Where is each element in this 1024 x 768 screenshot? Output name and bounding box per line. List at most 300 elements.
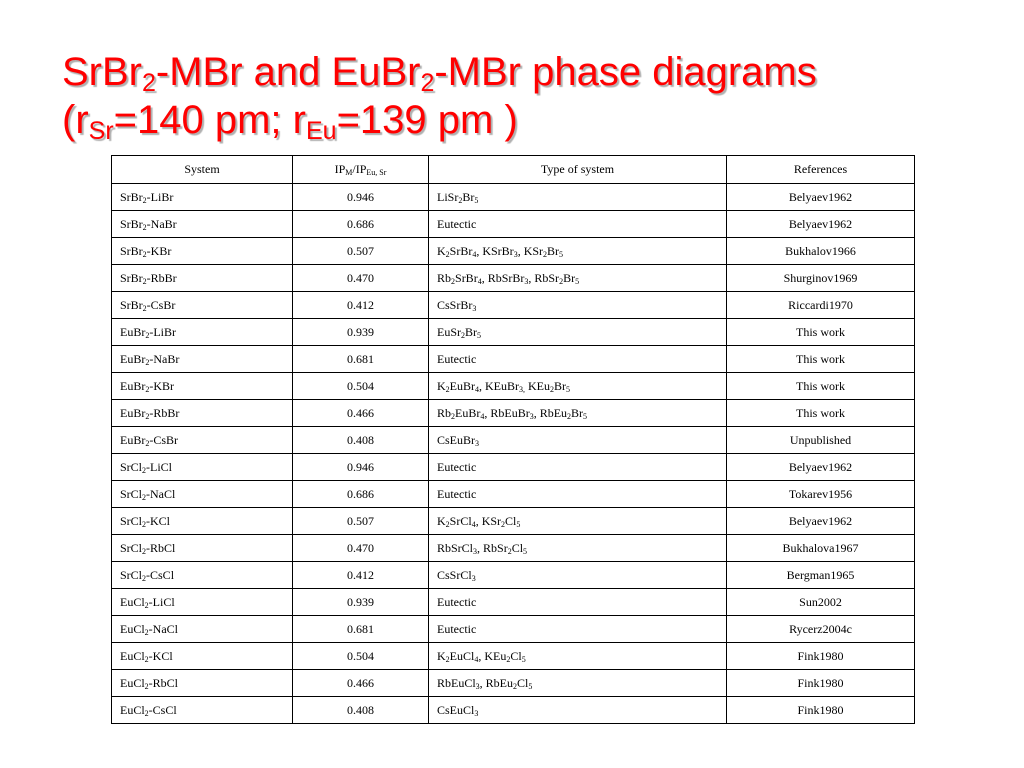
- cell-system: [112, 184, 293, 211]
- cell-reference: [727, 643, 915, 670]
- cell-system-text: SrCl: [120, 459, 143, 474]
- cell-reference-text: Belyaev1962: [788, 513, 853, 528]
- cell-type-of-system-text: K: [437, 513, 446, 528]
- cell-reference-text: Bukhalova1967: [782, 540, 859, 555]
- cell-system-subscript: 2: [144, 600, 149, 610]
- cell-ip-ratio: [293, 535, 429, 562]
- table-row: [112, 562, 915, 589]
- cell-ip-ratio-text: 0.504: [347, 648, 374, 663]
- cell-type-of-system-subscript: 4: [475, 384, 480, 394]
- cell-type-of-system: [429, 697, 727, 724]
- cell-ip-ratio-text: 0.470: [347, 270, 374, 285]
- title-line-2-subscript: Eu: [305, 117, 337, 145]
- cell-type-of-system: [429, 481, 727, 508]
- cell-ip-ratio: [293, 265, 429, 292]
- cell-type-of-system-text: Br: [465, 324, 477, 339]
- cell-system-subscript: 2: [145, 330, 150, 340]
- cell-type-of-system-text: Br: [547, 243, 560, 258]
- cell-type-of-system-subscript: 4: [472, 249, 477, 259]
- cell-system-text: -KCl: [148, 648, 173, 663]
- title-line-2: [62, 96, 817, 144]
- cell-system-text: EuBr: [120, 432, 146, 447]
- cell-type-of-system-text: SrCl: [449, 513, 472, 528]
- cell-system-subscript: 2: [142, 573, 147, 583]
- cell-type-of-system: [429, 292, 727, 319]
- table-row: [112, 400, 915, 427]
- cell-type-of-system-subscript: 5: [516, 519, 521, 529]
- cell-reference: [727, 373, 915, 400]
- cell-system: [112, 616, 293, 643]
- cell-ip-ratio: [293, 481, 429, 508]
- cell-ip-ratio-text: 0.408: [347, 432, 374, 447]
- cell-reference: [727, 319, 915, 346]
- cell-system-subscript: 2: [142, 519, 147, 529]
- cell-system-text: -RbCl: [148, 675, 179, 690]
- cell-ip-ratio: [293, 643, 429, 670]
- cell-type-of-system-subscript: 3: [474, 708, 479, 718]
- cell-reference-text: This work: [796, 351, 845, 366]
- cell-ip-ratio: [293, 616, 429, 643]
- table-body: [112, 184, 915, 724]
- table-row: [112, 670, 915, 697]
- cell-ip-ratio-text: 0.412: [347, 567, 374, 582]
- title-line-2-text: =139 pm ): [336, 98, 518, 142]
- cell-type-of-system-text: CsEuBr: [437, 432, 476, 447]
- cell-type-of-system-text: Eutectic: [437, 486, 477, 501]
- header-system-text: System: [184, 162, 220, 176]
- cell-type-of-system: [429, 562, 727, 589]
- header-ip-ratio-subscript: M: [345, 168, 353, 177]
- header-references-text: References: [793, 162, 848, 176]
- cell-ip-ratio-text: 0.686: [347, 486, 374, 501]
- cell-type-of-system-subscript: 5: [566, 384, 571, 394]
- cell-system: [112, 697, 293, 724]
- cell-type-of-system-text: , KEuBr: [479, 378, 520, 393]
- cell-reference-text: Fink1980: [797, 702, 844, 717]
- cell-system: [112, 508, 293, 535]
- cell-type-of-system-text: Cl: [510, 648, 522, 663]
- cell-type-of-system-text: Br: [554, 378, 567, 393]
- cell-reference: [727, 535, 915, 562]
- cell-ip-ratio-text: 0.939: [347, 324, 374, 339]
- table-row: [112, 508, 915, 535]
- cell-system-subscript: 2: [145, 411, 150, 421]
- cell-type-of-system-subscript: 3: [475, 438, 480, 448]
- cell-type-of-system-subscript: 2: [513, 681, 518, 691]
- cell-reference: [727, 481, 915, 508]
- table-row: [112, 481, 915, 508]
- cell-type-of-system-text: K: [437, 243, 446, 258]
- title-line-2-text: =140 pm; r: [113, 98, 306, 142]
- cell-type-of-system-text: , KEu: [478, 648, 507, 663]
- cell-type-of-system-subscript: 2: [550, 384, 555, 394]
- cell-system-subscript: 2: [142, 276, 147, 286]
- cell-ip-ratio-text: 0.939: [347, 594, 374, 609]
- cell-system-text: EuCl: [120, 621, 145, 636]
- cell-type-of-system-text: RbEuCl: [437, 675, 476, 690]
- cell-type-of-system-subscript: 4: [477, 276, 482, 286]
- cell-system-text: -LiBr: [149, 324, 177, 339]
- cell-type-of-system: [429, 265, 727, 292]
- cell-type-of-system-text: EuBr: [455, 405, 481, 420]
- cell-type-of-system-subscript: 2: [559, 276, 564, 286]
- cell-system: [112, 481, 293, 508]
- cell-type-of-system-text: CsSrBr: [437, 297, 473, 312]
- cell-type-of-system-text: , RbSr: [528, 270, 560, 285]
- cell-type-of-system-text: K: [437, 648, 446, 663]
- cell-ip-ratio-text: 0.946: [347, 459, 374, 474]
- cell-type-of-system-subscript: 2: [451, 276, 456, 286]
- cell-system-text: EuCl: [120, 675, 145, 690]
- cell-type-of-system: [429, 670, 727, 697]
- cell-system-text: SrCl: [120, 486, 143, 501]
- cell-ip-ratio: [293, 400, 429, 427]
- table-row: [112, 454, 915, 481]
- cell-reference: [727, 184, 915, 211]
- cell-ip-ratio: [293, 454, 429, 481]
- cell-type-of-system-subscript: 5: [474, 195, 479, 205]
- cell-type-of-system-subscript: 2: [501, 519, 506, 529]
- table-row: [112, 238, 915, 265]
- cell-type-of-system-text: Rb: [437, 270, 452, 285]
- header-system: [112, 156, 293, 184]
- cell-type-of-system-subscript: 3: [471, 573, 476, 583]
- cell-type-of-system-text: EuSr: [437, 324, 461, 339]
- cell-type-of-system-text: , KSr: [517, 243, 544, 258]
- cell-type-of-system: [429, 211, 727, 238]
- header-ip-ratio-text: /IP: [352, 162, 367, 176]
- cell-type-of-system-subscript: 5: [583, 411, 588, 421]
- title-line-1-text: -MBr and EuBr: [155, 50, 421, 94]
- cell-reference-text: Bergman1965: [786, 567, 855, 582]
- cell-type-of-system: [429, 427, 727, 454]
- cell-type-of-system-text: Br: [563, 270, 576, 285]
- cell-system-text: -CsCl: [146, 567, 175, 582]
- cell-system-subscript: 2: [145, 384, 150, 394]
- cell-system-text: EuCl: [120, 702, 145, 717]
- cell-system-subscript: 2: [145, 357, 150, 367]
- cell-ip-ratio: [293, 589, 429, 616]
- cell-system: [112, 400, 293, 427]
- cell-reference-text: Unpublished: [789, 432, 852, 447]
- header-type-of-system: [429, 156, 727, 184]
- cell-type-of-system-subscript: 2: [445, 654, 450, 664]
- cell-type-of-system-text: Eutectic: [437, 351, 477, 366]
- cell-system: [112, 265, 293, 292]
- cell-system-subscript: 2: [144, 681, 149, 691]
- cell-type-of-system-subscript: 3: [472, 303, 477, 313]
- cell-system-subscript: 2: [142, 195, 147, 205]
- cell-system-text: SrCl: [120, 540, 143, 555]
- cell-type-of-system-subscript: 2: [445, 519, 450, 529]
- cell-system-text: -RbBr: [149, 405, 180, 420]
- title-line-2-text: (r: [62, 98, 89, 142]
- header-ip-ratio-subscript: Eu, Sr: [366, 168, 387, 177]
- phase-diagram-table: [111, 155, 915, 724]
- cell-type-of-system-text: Cl: [517, 675, 529, 690]
- cell-type-of-system-subscript: 5: [477, 330, 481, 340]
- cell-reference-text: Sun2002: [799, 594, 842, 609]
- cell-reference: [727, 292, 915, 319]
- cell-type-of-system-text: Eutectic: [437, 216, 477, 231]
- cell-reference: [727, 346, 915, 373]
- cell-ip-ratio: [293, 508, 429, 535]
- cell-type-of-system-subscript: 3: [529, 411, 534, 421]
- cell-ip-ratio-text: 0.507: [347, 243, 374, 258]
- cell-ip-ratio: [293, 184, 429, 211]
- cell-type-of-system-subscript: 3: [513, 249, 518, 259]
- cell-type-of-system-subscript: 5: [521, 654, 526, 664]
- table-row: [112, 184, 915, 211]
- cell-system-subscript: 2: [142, 303, 147, 313]
- cell-type-of-system: [429, 346, 727, 373]
- cell-system-subscript: 2: [142, 546, 147, 556]
- cell-reference-text: Rycerz2004c: [789, 621, 852, 636]
- cell-type-of-system-subscript: 4: [474, 654, 479, 664]
- cell-type-of-system-text: , KSrBr: [476, 243, 514, 258]
- title-line-1-subscript: 2: [142, 69, 156, 97]
- cell-type-of-system-subscript: 2: [461, 330, 465, 340]
- cell-reference: [727, 427, 915, 454]
- cell-type-of-system-subscript: 2: [451, 411, 456, 421]
- cell-system-text: EuBr: [120, 378, 146, 393]
- cell-type-of-system-subscript: 2: [506, 654, 511, 664]
- cell-system-text: -LiCl: [148, 594, 175, 609]
- cell-reference: [727, 670, 915, 697]
- cell-system: [112, 346, 293, 373]
- cell-system-subscript: 2: [142, 249, 147, 259]
- cell-system-text: -CsCl: [148, 702, 177, 717]
- cell-type-of-system: [429, 454, 727, 481]
- cell-type-of-system-subscript: 5: [559, 249, 564, 259]
- cell-ip-ratio-text: 0.408: [347, 702, 374, 717]
- cell-system-text: -RbCl: [146, 540, 176, 555]
- cell-system-text: -CsBr: [146, 297, 176, 312]
- title-line-1: [62, 48, 817, 96]
- cell-type-of-system: [429, 643, 727, 670]
- cell-system-text: SrBr: [120, 297, 143, 312]
- cell-ip-ratio: [293, 373, 429, 400]
- cell-type-of-system-text: Rb: [437, 405, 452, 420]
- cell-ip-ratio-text: 0.946: [347, 189, 374, 204]
- cell-type-of-system-text: , KSr: [475, 513, 502, 528]
- cell-system-subscript: 2: [144, 654, 149, 664]
- cell-reference-text: This work: [796, 324, 845, 339]
- cell-system: [112, 373, 293, 400]
- cell-type-of-system-text: , RbEuBr: [484, 405, 530, 420]
- cell-type-of-system-text: Eutectic: [437, 594, 477, 609]
- cell-type-of-system: [429, 319, 727, 346]
- cell-reference-text: This work: [796, 378, 845, 393]
- cell-reference: [727, 211, 915, 238]
- cell-system-text: SrBr: [120, 270, 143, 285]
- cell-system: [112, 535, 293, 562]
- cell-type-of-system-subscript: 4: [471, 519, 476, 529]
- table-row: [112, 697, 915, 724]
- header-references: [727, 156, 915, 184]
- cell-system-text: -LiCl: [146, 459, 173, 474]
- cell-ip-ratio-text: 0.504: [347, 378, 374, 393]
- table-row: [112, 616, 915, 643]
- table-row: [112, 427, 915, 454]
- cell-ip-ratio-text: 0.507: [347, 513, 374, 528]
- cell-type-of-system-subscript: 2: [567, 411, 572, 421]
- cell-system-text: SrBr: [120, 216, 143, 231]
- cell-type-of-system-text: Br: [571, 405, 584, 420]
- table-row: [112, 589, 915, 616]
- cell-system-text: EuCl: [120, 648, 145, 663]
- cell-type-of-system-subscript: 2: [507, 546, 512, 556]
- cell-type-of-system-subscript: 3: [524, 276, 529, 286]
- table-row: [112, 292, 915, 319]
- cell-type-of-system-text: RbSrCl: [437, 540, 474, 555]
- cell-system-subscript: 2: [142, 465, 147, 475]
- cell-system: [112, 238, 293, 265]
- cell-system-text: EuBr: [120, 351, 146, 366]
- header-ip-ratio-text: IP: [334, 162, 346, 176]
- cell-reference-text: Fink1980: [797, 675, 844, 690]
- cell-type-of-system-text: KEu: [525, 378, 551, 393]
- cell-system-text: -LiBr: [146, 189, 174, 204]
- cell-type-of-system-text: EuCl: [449, 648, 475, 663]
- cell-type-of-system-text: CsEuCl: [437, 702, 475, 717]
- cell-type-of-system-text: K: [437, 378, 446, 393]
- cell-system: [112, 589, 293, 616]
- cell-ip-ratio-text: 0.686: [347, 216, 374, 231]
- cell-type-of-system-subscript: 4: [480, 411, 485, 421]
- cell-system: [112, 427, 293, 454]
- table-row: [112, 319, 915, 346]
- cell-type-of-system-subscript: 3,: [519, 384, 526, 394]
- cell-system: [112, 670, 293, 697]
- table-row: [112, 346, 915, 373]
- table-row: [112, 211, 915, 238]
- cell-type-of-system-text: , RbSr: [477, 540, 508, 555]
- cell-reference: [727, 562, 915, 589]
- cell-ip-ratio-text: 0.681: [347, 351, 374, 366]
- cell-type-of-system-subscript: 5: [575, 276, 580, 286]
- page-title: [62, 48, 817, 144]
- cell-reference: [727, 400, 915, 427]
- cell-type-of-system-text: , RbEu: [533, 405, 568, 420]
- cell-type-of-system: [429, 589, 727, 616]
- cell-type-of-system-text: , RbEu: [479, 675, 514, 690]
- title-line-2-subscript: Sr: [88, 117, 114, 145]
- cell-reference-text: Belyaev1962: [788, 216, 853, 231]
- table-row: [112, 643, 915, 670]
- cell-reference-text: Tokarev1956: [788, 486, 853, 501]
- cell-type-of-system-text: SrBr: [449, 243, 473, 258]
- cell-system-subscript: 2: [144, 627, 149, 637]
- cell-type-of-system-subscript: 2: [458, 195, 463, 205]
- cell-type-of-system-text: Eutectic: [437, 459, 477, 474]
- cell-system-text: SrCl: [120, 513, 143, 528]
- cell-reference: [727, 589, 915, 616]
- cell-reference-text: Belyaev1962: [788, 189, 853, 204]
- cell-reference-text: Fink1980: [797, 648, 844, 663]
- cell-system-text: SrBr: [120, 243, 143, 258]
- cell-system-subscript: 2: [145, 438, 150, 448]
- cell-reference: [727, 508, 915, 535]
- cell-system-subscript: 2: [144, 708, 149, 718]
- table-row: [112, 535, 915, 562]
- cell-system-text: EuBr: [120, 324, 146, 339]
- cell-type-of-system-subscript: 3: [473, 546, 478, 556]
- header-row: [112, 156, 915, 184]
- cell-ip-ratio: [293, 319, 429, 346]
- cell-type-of-system-subscript: 5: [528, 681, 533, 691]
- cell-type-of-system: [429, 616, 727, 643]
- cell-type-of-system-text: , RbSrBr: [481, 270, 525, 285]
- cell-reference: [727, 265, 915, 292]
- cell-type-of-system-subscript: 3: [475, 681, 480, 691]
- cell-system-text: -KBr: [149, 378, 175, 393]
- cell-type-of-system: [429, 184, 727, 211]
- cell-type-of-system-subscript: 2: [445, 384, 450, 394]
- cell-type-of-system-text: Br: [462, 189, 475, 204]
- cell-system-text: -NaCl: [148, 621, 178, 636]
- cell-system: [112, 454, 293, 481]
- title-line-1-text: SrBr: [62, 50, 142, 94]
- header-type-of-system-text: Type of system: [540, 162, 615, 176]
- cell-ip-ratio-text: 0.470: [347, 540, 374, 555]
- cell-system: [112, 562, 293, 589]
- cell-reference: [727, 616, 915, 643]
- cell-reference: [727, 238, 915, 265]
- cell-ip-ratio: [293, 670, 429, 697]
- cell-type-of-system-subscript: 2: [543, 249, 548, 259]
- cell-system-text: -NaCl: [146, 486, 176, 501]
- cell-type-of-system-text: CsSrCl: [437, 567, 472, 582]
- cell-type-of-system: [429, 535, 727, 562]
- phase-diagram-table-wrapper: [111, 155, 915, 724]
- cell-system-text: EuCl: [120, 594, 145, 609]
- cell-type-of-system: [429, 400, 727, 427]
- title-line-1-text: -MBr phase diagrams: [434, 50, 817, 94]
- cell-type-of-system-subscript: 5: [523, 546, 528, 556]
- cell-type-of-system-text: EuBr: [449, 378, 476, 393]
- title-line-1-subscript: 2: [420, 69, 435, 97]
- table-header: [112, 156, 915, 184]
- cell-ip-ratio: [293, 562, 429, 589]
- cell-system-text: SrBr: [120, 189, 143, 204]
- cell-ip-ratio: [293, 211, 429, 238]
- cell-ip-ratio-text: 0.466: [347, 675, 374, 690]
- cell-ip-ratio: [293, 427, 429, 454]
- cell-system-text: -KBr: [146, 243, 172, 258]
- cell-system: [112, 211, 293, 238]
- cell-type-of-system-text: Cl: [505, 513, 517, 528]
- cell-system-text: -NaBr: [146, 216, 177, 231]
- cell-reference: [727, 697, 915, 724]
- cell-ip-ratio-text: 0.412: [347, 297, 374, 312]
- cell-system: [112, 292, 293, 319]
- cell-reference-text: Shurginov1969: [783, 270, 858, 285]
- cell-system-text: EuBr: [120, 405, 146, 420]
- cell-system: [112, 643, 293, 670]
- cell-reference-text: Riccardi1970: [788, 297, 853, 312]
- cell-type-of-system-text: Eutectic: [437, 621, 477, 636]
- header-ip-ratio: [293, 156, 429, 184]
- cell-system-subscript: 2: [142, 492, 147, 502]
- cell-ip-ratio-text: 0.466: [347, 405, 374, 420]
- cell-ip-ratio-text: 0.681: [347, 621, 374, 636]
- cell-type-of-system-text: Cl: [511, 540, 524, 555]
- cell-type-of-system-text: LiSr: [437, 189, 459, 204]
- cell-ip-ratio: [293, 346, 429, 373]
- cell-system-text: -KCl: [146, 513, 171, 528]
- cell-system-text: -NaBr: [149, 351, 180, 366]
